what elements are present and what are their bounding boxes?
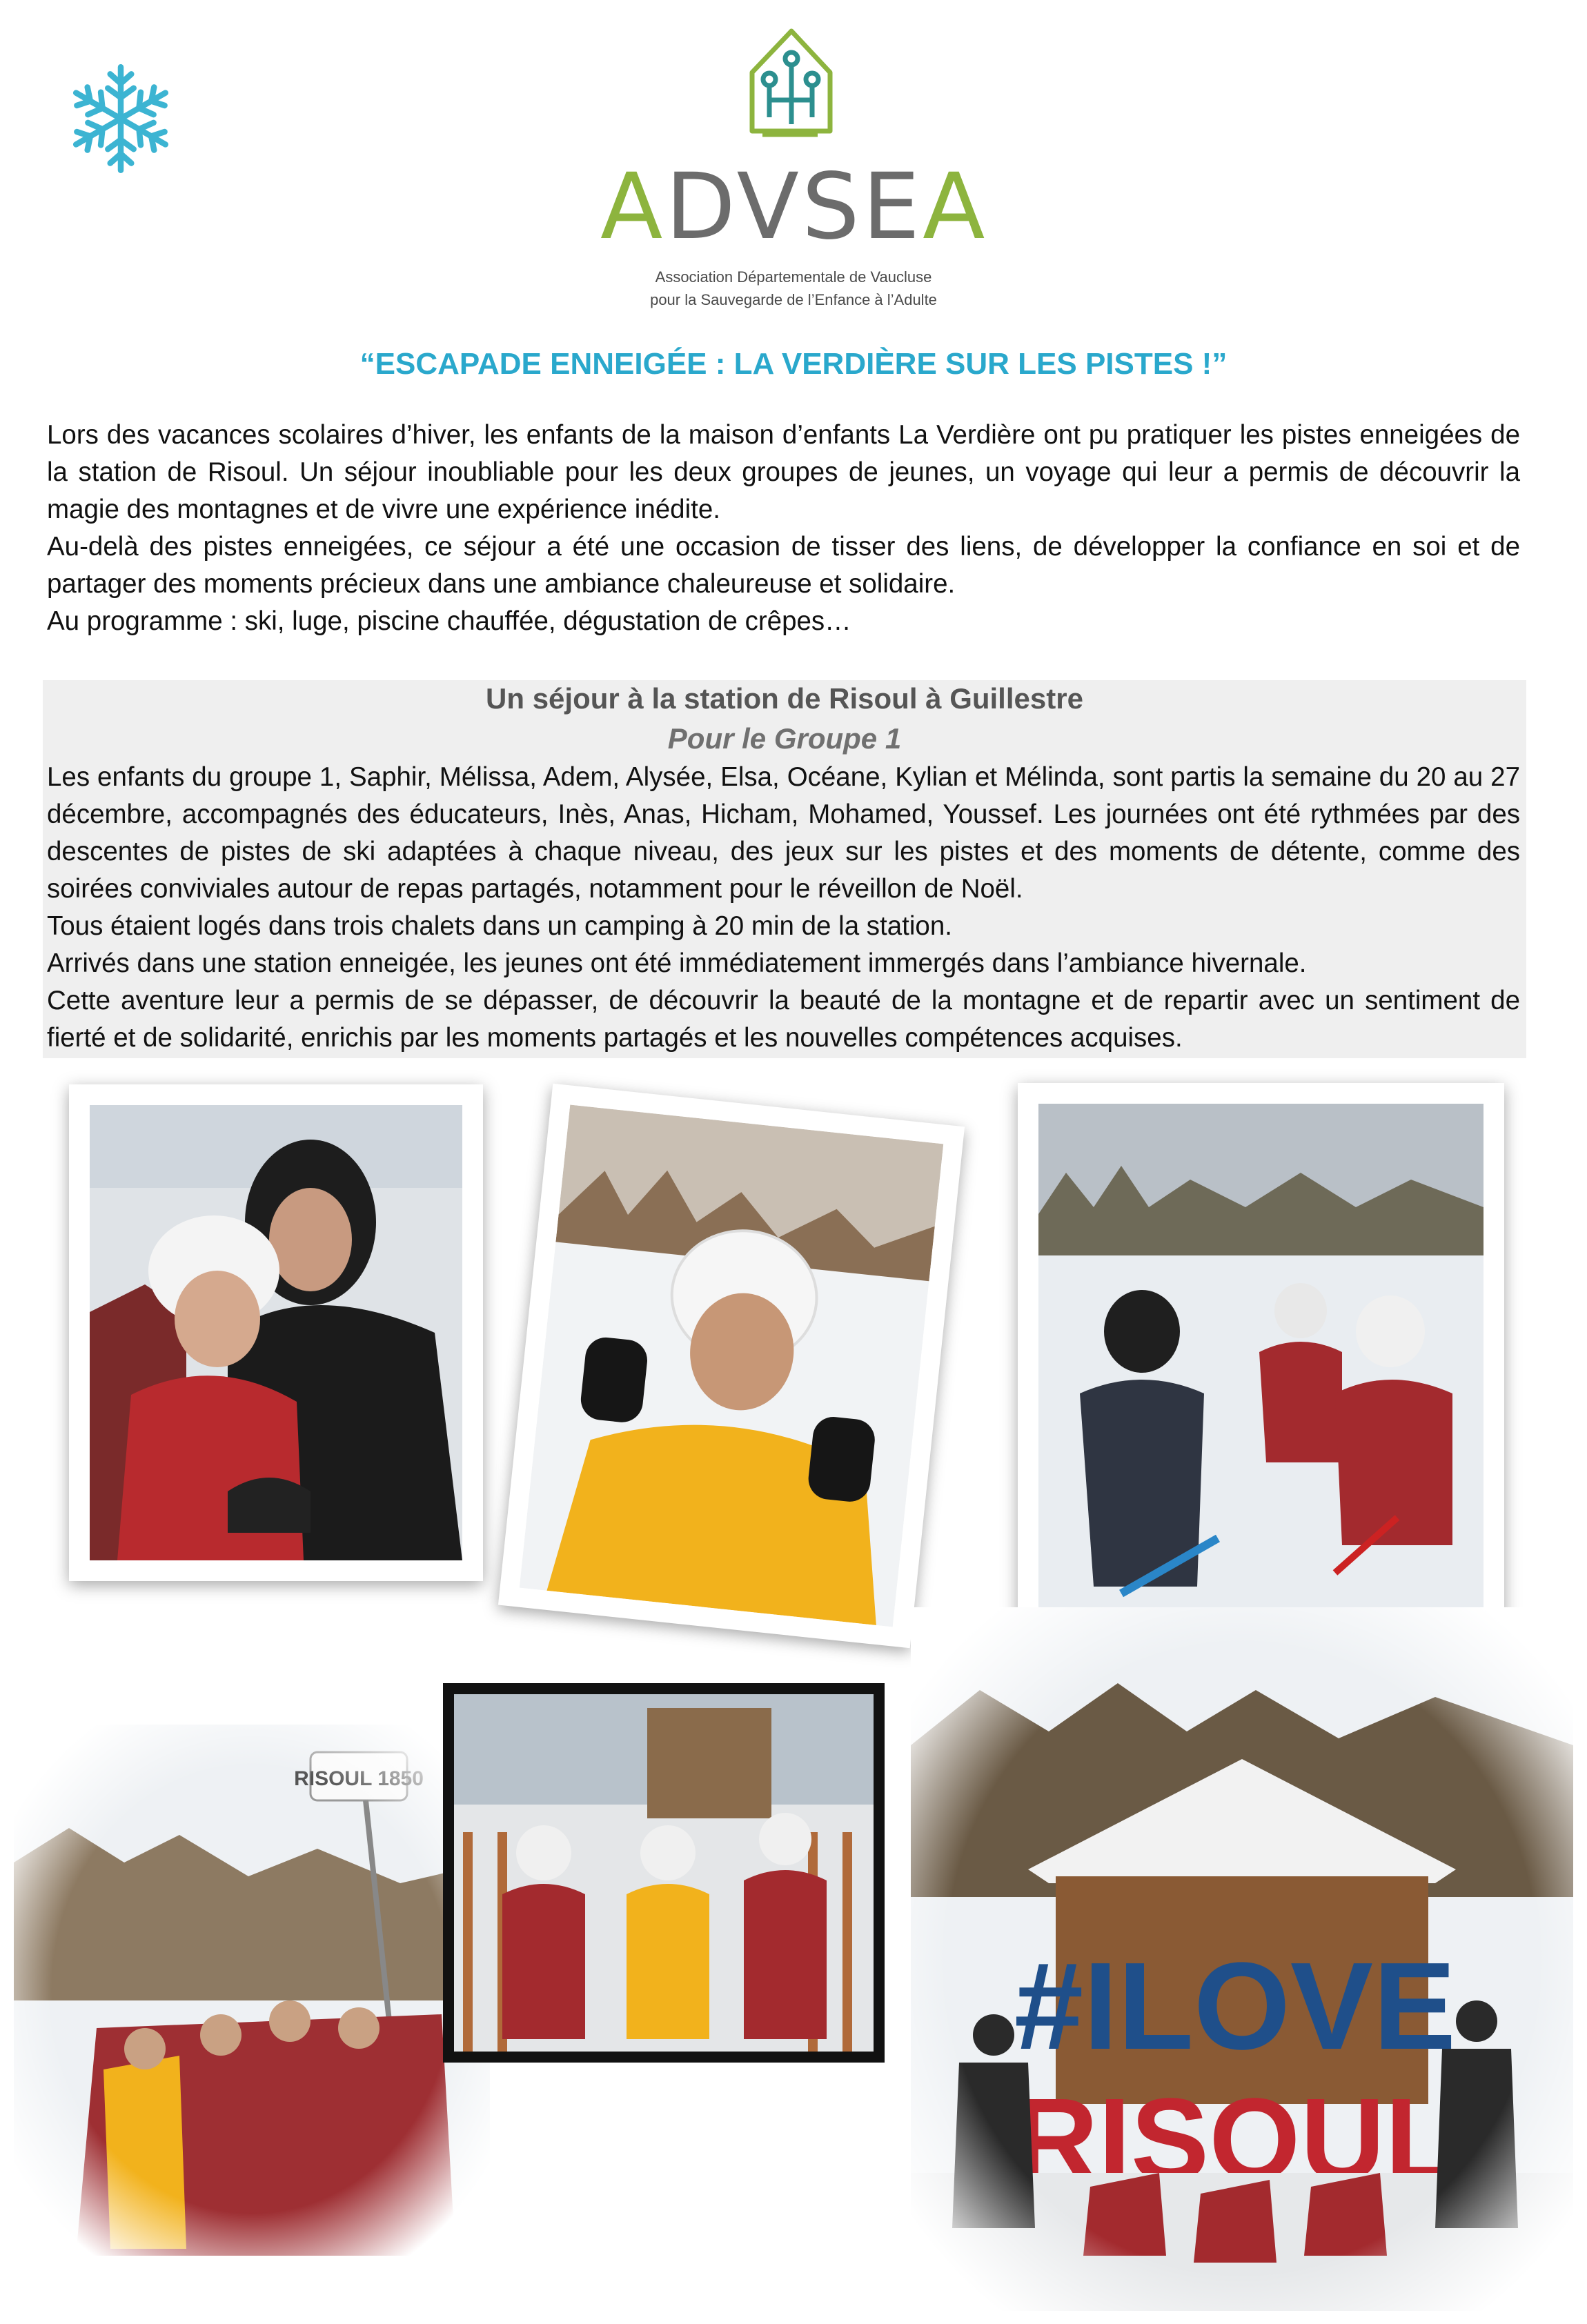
page-title: “ESCAPADE ENNEIGÉE : LA VERDIÈRE SUR LES PISTES !” [359, 347, 1228, 381]
logo-letter-last: A [923, 154, 988, 260]
photo-boy-yellow [498, 1084, 965, 1649]
intro-paragraph-3: Au programme : ski, luge, piscine chauffée, dégustation de crêpes… [47, 606, 851, 636]
logo-wordmark [600, 154, 988, 260]
logo-subtitle-line1: Association Départementale de Vaucluse [655, 268, 932, 286]
group-paragraph-1: Les enfants du groupe 1, Saphir, Mélissa, Adem, Alysée, Elsa, Océane, Kylian et Mélinda, sont partis la semaine du 20 au 27 décembre, accompagnés des éducateurs, Inès, Anas, Hicham, Mohamed, Youssef. Les journées ont été rythmées par des descentes de pistes de ski adaptées à chaque niveau, des jeux sur les pistes et des moments de détente, comme des soirées conviviales autour de repas partagés, notamment pour le réveillon de Noël. [47, 762, 1520, 904]
group-paragraph-4: Cette aventure leur a permis de se dépasser, de découvrir la beauté de la montagne et de repartir avec un sentiment de fierté et de solidarité, enrichis par les moments partagés et les nouvelles compétences acquises. [47, 986, 1520, 1053]
intro-paragraph-2: Au-delà des pistes enneigées, ce séjour a été une occasion de tisser des liens, de développer la confiance en soi et de partager des moments précieux dans une ambiance chaleureuse et solidaire. [47, 532, 1520, 599]
photo-three-kids [443, 1683, 885, 2063]
group-paragraph-2: Tous étaient logés dans trois chalets dans un camping à 20 min de la station. [47, 911, 952, 941]
group-section-title: Un séjour à la station de Risoul à Guillestre [486, 682, 1083, 715]
snowflake-icon [62, 57, 179, 181]
logo-letters-middle: DVSE [665, 154, 923, 260]
logo-subtitle-line2: pour la Sauvegarde de l’Enfance à l’Adulte [650, 291, 937, 308]
intro-text [47, 417, 1520, 640]
group-section-subtitle: Pour le Groupe 1 [667, 722, 902, 755]
photo-kids-skiing [1018, 1083, 1504, 1635]
house-logo-icon [728, 21, 845, 152]
photo-ilove-risoul [911, 1607, 1573, 2311]
photo-group-sign [14, 1725, 490, 2256]
group-section-text [47, 759, 1520, 1057]
photo-hug [69, 1084, 483, 1581]
logo-letter-first: A [600, 154, 666, 260]
group-paragraph-3: Arrivés dans une station enneigée, les jeunes ont été immédiatement immergés dans l’ambiance hivernale. [47, 949, 1307, 978]
logo-subtitle [566, 266, 1021, 311]
intro-paragraph-1: Lors des vacances scolaires d’hiver, les enfants de la maison d’enfants La Verdière ont pu pratiquer les pistes enneigées de la station de Risoul. Un séjour inoubliable pour les deux groupes de jeunes, un voyage qui leur a permis de découvrir la magie des montagnes et de vivre une expérience inédite. [47, 420, 1520, 524]
